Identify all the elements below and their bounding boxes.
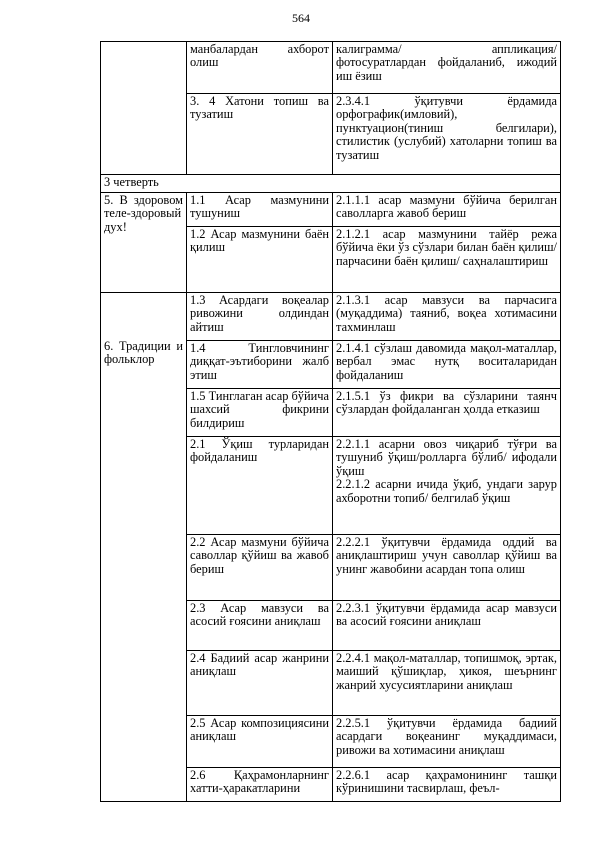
- table-cell-outcome: 2.1.5.1 ўз фикри ва сўзларини таянч сўзлардан фойдаланган ҳолда етказиш: [333, 389, 561, 437]
- table-cell-empty: [101, 42, 187, 175]
- outcome-line: 2.2.1.1 асарни овоз чиқариб тўғри ва тушуниб ўқиш/ролларга бўлиб/ ифодали ўқиш: [336, 437, 557, 478]
- curriculum-table: [100, 41, 561, 802]
- outcome-line: 2.2.1.2 асарни ичида ўқиб, ундаги зарур ахборотни топиб/ белгилаб ўқиш: [336, 477, 557, 505]
- section-5-cell: 5. В здоровом теле-здоровый дух!: [101, 193, 187, 293]
- table-cell-outcome: 2.1.3.1 асар мавзуси ва парчасига (муқаддима) таяниб, воқеа хотимасини тахминлаш: [333, 293, 561, 341]
- table-cell-objective: 1.5 Тинглаган асар бўйича шахсий фикрини билдириш: [187, 389, 333, 437]
- table-cell-outcome: 2.2.4.1 мақол-маталлар, топишмоқ, эртак, маиший қўшиқлар, ҳикоя, шеърнинг жанрий хусусиятларини аниқлаш: [333, 651, 561, 716]
- table-cell-objective: манбалардан ахборот олиш: [187, 42, 333, 94]
- table-cell-outcome: калиграмма/ аппликация/ фотосуратлардан фойдаланиб, ижодий иш ёзиш: [333, 42, 561, 94]
- table-cell-objective: 2.6 Қаҳрамонларнинг хатти-ҳаракатларини: [187, 768, 333, 802]
- table-cell-objective: 3. 4 Хатони топиш ва тузатиш: [187, 94, 333, 175]
- table-cell-outcome: [333, 437, 561, 535]
- table-cell-objective: 1.2 Асар мазмунини баён қилиш: [187, 227, 333, 293]
- table-cell-outcome: 2.1.2.1 асар мазмунини тайёр режа бўйича ёки ўз сўзлари билан баён қилиш/парчасини баён қилиш/ саҳналаштириш: [333, 227, 561, 293]
- quarter-label: 3 четверть: [101, 175, 561, 193]
- table-cell-objective: 2.3 Асар мавзуси ва асосий ғоясини аниқлаш: [187, 601, 333, 651]
- table-cell-outcome: 2.1.4.1 сўзлаш давомида мақол-маталлар, вербал эмас нутқ воситаларидан фойдаланиш: [333, 341, 561, 389]
- section-6-cell: 6. Традиции и фольклор: [101, 293, 187, 802]
- table-cell-objective: 1.1 Асар мазмунини тушуниш: [187, 193, 333, 227]
- table-cell-outcome: 2.2.5.1 ўқитувчи ёрдамида бадиий асардаги воқеанинг муқаддимаси, ривожи ва хотимасини аниқлаш: [333, 716, 561, 768]
- table-cell-objective: 2.4 Бадиий асар жанрини аниқлаш: [187, 651, 333, 716]
- table-cell-outcome: 2.2.2.1 ўқитувчи ёрдамида оддий ва аниқлаштириш учун саволлар қўйиш ва унинг жавобини асардан топа олиш: [333, 535, 561, 601]
- table-row: [101, 193, 561, 227]
- table-row: [101, 293, 561, 341]
- table-cell-outcome: 2.2.6.1 асар қаҳрамонининг ташқи кўринишини тасвирлаш, феъл-: [333, 768, 561, 802]
- table-cell-objective: 1.3 Асардаги воқеалар ривожини олдиндан айтиш: [187, 293, 333, 341]
- table-row: [101, 42, 561, 94]
- table-cell-outcome: 2.1.1.1 асар мазмуни бўйича берилган саволларга жавоб бериш: [333, 193, 561, 227]
- table-cell-objective: 2.5 Асар композициясини аниқлаш: [187, 716, 333, 768]
- table-cell-outcome: 2.2.3.1 ўқитувчи ёрдамида асар мавзуси ва асосий ғоясини аниқлаш: [333, 601, 561, 651]
- quarter-row: [101, 175, 561, 193]
- table-cell-objective: 2.2 Асар мазмуни бўйича саволлар қўйиш ва жавоб бериш: [187, 535, 333, 601]
- table-cell-objective: 1.4 Тингловчининг диққат-эътиборини жалб этиш: [187, 341, 333, 389]
- page-number: 564: [292, 11, 310, 25]
- table-cell-objective: 2.1 Ўқиш турларидан фойдаланиш: [187, 437, 333, 535]
- table-cell-outcome: 2.3.4.1 ўқитувчи ёрдамида орфографик(имловий), пунктуацион(тиниш белгилари), стилистик (услубий) хатоларни топиш ва тузатиш: [333, 94, 561, 175]
